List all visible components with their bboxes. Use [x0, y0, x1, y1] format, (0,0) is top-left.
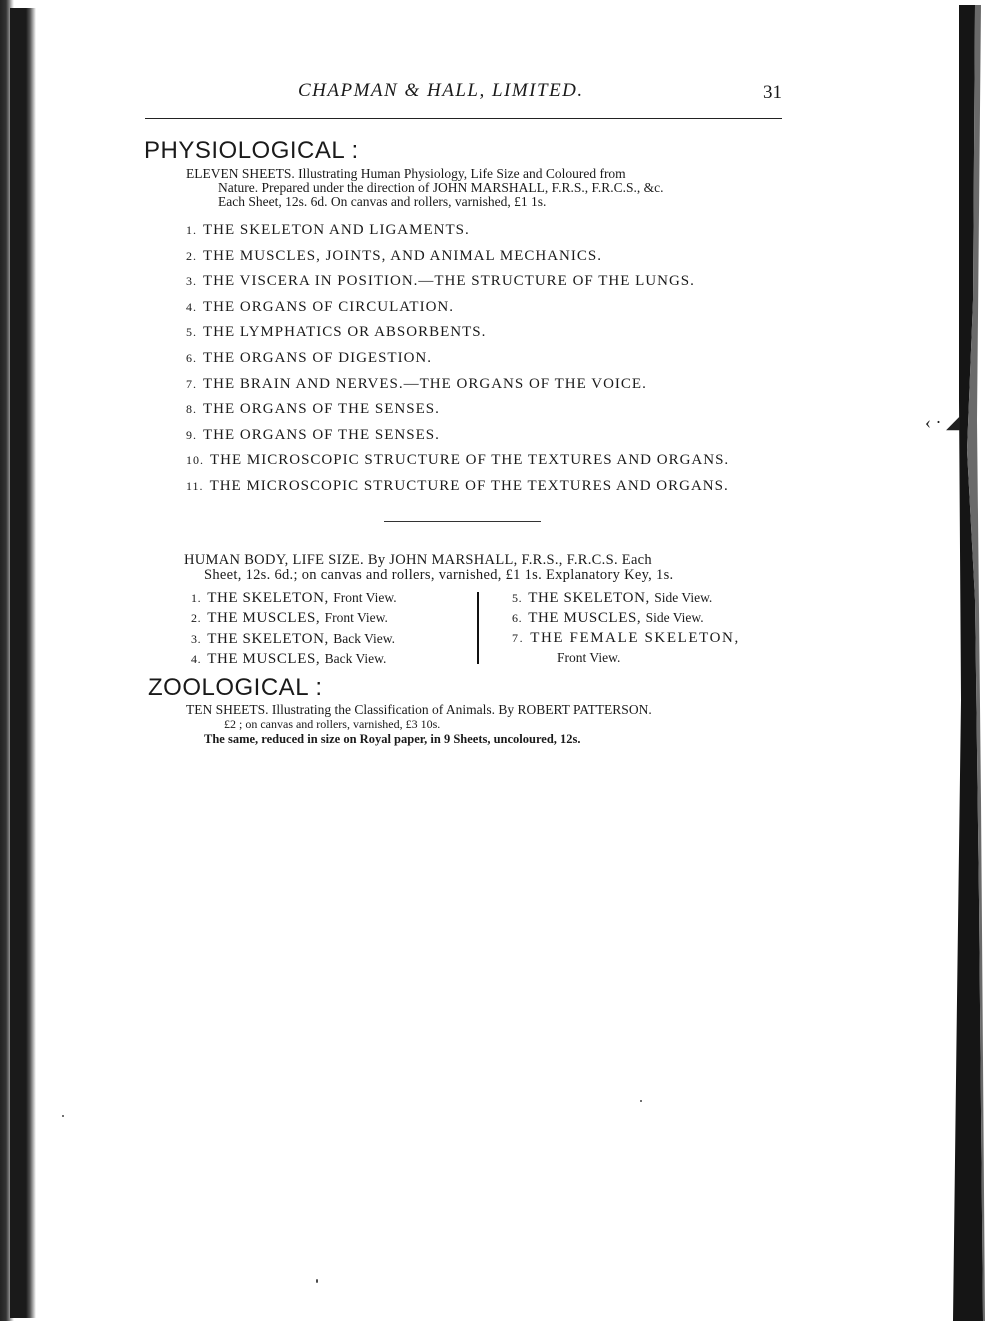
list-item: [186, 246, 729, 272]
scan-binding-shadow: [10, 8, 36, 1318]
running-header-title: CHAPMAN & HALL, LIMITED.: [298, 80, 584, 101]
list-item: [186, 425, 729, 451]
item-view: Side View.: [645, 610, 704, 626]
scan-speck: [316, 1279, 318, 1283]
intro-line: Nature. Prepared under the direction of JOHN MARSHALL, F.R.S., F.R.C.S., &c.: [218, 180, 664, 195]
physiological-heading: PHYSIOLOGICAL :: [144, 137, 359, 164]
plate-number: 10.: [186, 453, 204, 468]
plate-number: 5.: [186, 325, 197, 340]
physiological-plate-list: [186, 220, 729, 502]
item-continuation: Front View.: [557, 649, 621, 665]
item-title: THE FEMALE SKELETON,: [530, 629, 740, 646]
plate-title: THE VISCERA IN POSITION.—THE STRUCTURE OF THE LUNGS.: [203, 273, 695, 290]
plate-title: THE ORGANS OF THE SENSES.: [203, 426, 440, 443]
item-number: 2.: [191, 611, 202, 626]
list-item: [191, 629, 471, 649]
list-item: [186, 399, 729, 425]
list-item: [186, 271, 729, 297]
plate-title: THE MICROSCOPIC STRUCTURE OF THE TEXTURES AND ORGANS.: [210, 452, 730, 469]
plate-number: 7.: [186, 376, 197, 391]
item-title: THE SKELETON,: [207, 630, 329, 647]
item-number: 3.: [191, 631, 202, 646]
item-number: 4.: [191, 651, 202, 666]
plate-title: THE ORGANS OF DIGESTION.: [203, 349, 432, 366]
item-view: Back View.: [324, 650, 387, 666]
human-body-right-column: [512, 588, 792, 667]
item-title: THE MUSCLES,: [528, 610, 642, 627]
plate-number: 8.: [186, 402, 197, 417]
list-item: [191, 608, 471, 628]
plate-number: 4.: [186, 299, 197, 314]
zoological-intro: [186, 702, 790, 747]
plate-title: THE BRAIN AND NERVES.—THE ORGANS OF THE VOICE.: [203, 375, 647, 392]
physiological-intro: [186, 167, 786, 209]
item-number: 5.: [512, 591, 523, 605]
item-number: 1.: [191, 591, 202, 605]
list-item: [186, 374, 729, 400]
plate-number: 1.: [186, 223, 197, 237]
plate-title: THE SKELETON AND LIGAMENTS.: [203, 222, 470, 238]
item-view: Back View.: [333, 630, 396, 646]
list-item: [186, 297, 729, 323]
item-title: THE MUSCLES,: [207, 610, 321, 627]
intro-line: HUMAN BODY, LIFE SIZE. By JOHN MARSHALL, F.R.S., F.R.C.S. Each: [184, 552, 652, 568]
scan-speck: [640, 1100, 642, 1102]
human-body-left-column: [191, 588, 471, 669]
list-item: [186, 220, 729, 246]
plate-number: 6.: [186, 350, 197, 365]
item-number: 6.: [512, 611, 523, 626]
header-rule: [145, 118, 782, 119]
plate-number: 2.: [186, 248, 197, 263]
plate-title: THE MUSCLES, JOINTS, AND ANIMAL MECHANICS.: [203, 247, 602, 264]
intro-line: TEN SHEETS. Illustrating the Classification of Animals. By ROBERT PATTERSON.: [186, 702, 652, 717]
item-title: THE SKELETON,: [207, 590, 329, 606]
scan-speck: [62, 1115, 64, 1117]
column-rule: [477, 592, 479, 664]
zoological-heading: ZOOLOGICAL :: [148, 674, 323, 701]
plate-title: THE LYMPHATICS OR ABSORBENTS.: [203, 324, 487, 341]
list-item: [186, 476, 729, 502]
list-item: [186, 322, 729, 348]
item-view: Front View.: [333, 590, 397, 605]
intro-line: Each Sheet, 12s. 6d. On canvas and rollers, varnished, £1 1s.: [218, 194, 547, 209]
list-item: [191, 588, 471, 608]
list-item: [512, 629, 792, 648]
plate-number: 11.: [186, 478, 204, 493]
item-title: THE MUSCLES,: [207, 650, 321, 667]
item-view: Side View.: [654, 590, 713, 605]
page-number: 31: [763, 82, 782, 103]
item-view: Front View.: [324, 610, 388, 626]
plate-title: THE MICROSCOPIC STRUCTURE OF THE TEXTURES AND ORGANS.: [209, 477, 729, 494]
list-item: [186, 450, 729, 476]
list-item: [191, 649, 471, 669]
plate-number: 9.: [186, 427, 197, 442]
intro-line: £2 ; on canvas and rollers, varnished, £3 10s.: [224, 717, 441, 731]
list-item: [512, 608, 792, 628]
plate-title: THE ORGANS OF CIRCULATION.: [203, 298, 455, 315]
list-item: [186, 348, 729, 374]
list-item: [512, 588, 792, 608]
item-number: 7.: [512, 630, 525, 645]
intro-line: ELEVEN SHEETS. Illustrating Human Physiology, Life Size and Coloured from: [186, 166, 626, 181]
margin-mark: ‹ · ◢: [925, 412, 960, 432]
item-title: THE SKELETON,: [528, 590, 650, 606]
scan-edge-right: [945, 0, 1000, 1321]
plate-title: THE ORGANS OF THE SENSES.: [203, 401, 440, 418]
intro-line: The same, reduced in size on Royal paper, in 9 Sheets, uncoloured, 12s.: [204, 732, 581, 746]
section-divider: [384, 521, 541, 522]
plate-number: 3.: [186, 274, 197, 289]
intro-line: Sheet, 12s. 6d.; on canvas and rollers, varnished, £1 1s. Explanatory Key, 1s.: [204, 567, 674, 583]
human-body-intro: [184, 553, 788, 583]
